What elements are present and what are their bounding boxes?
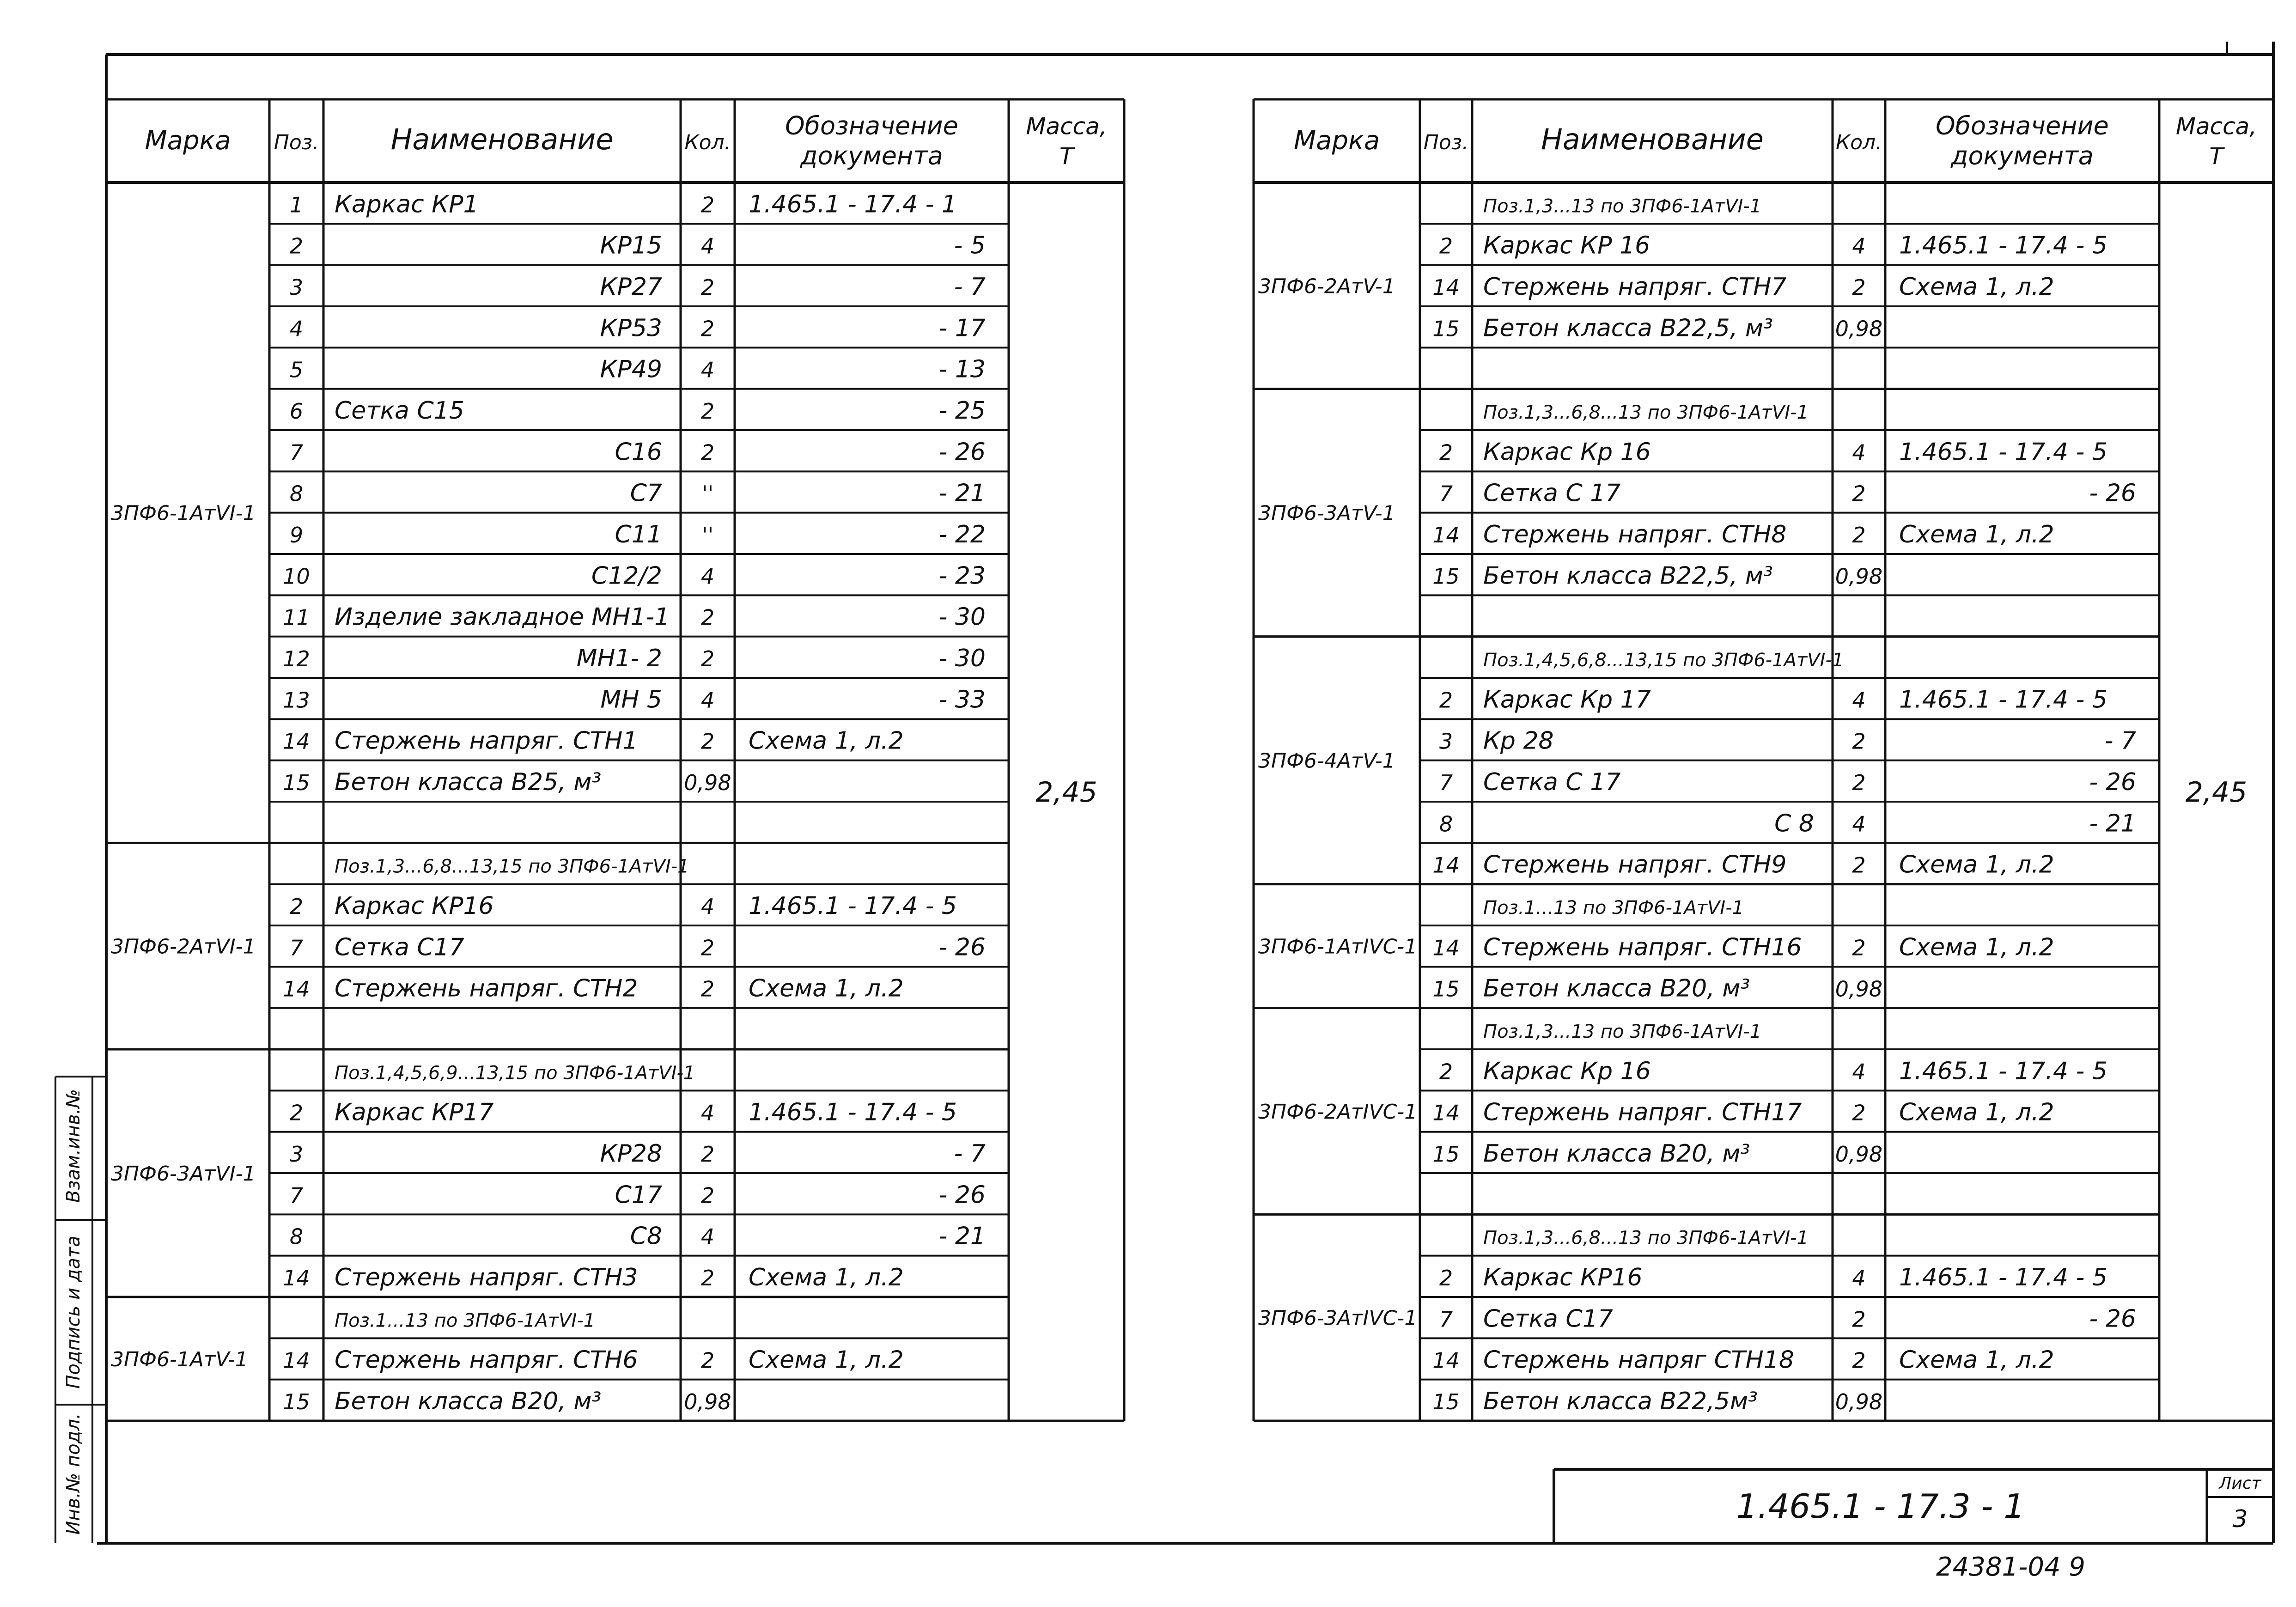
- right-table-head-massa1: Масса,: [2175, 113, 2257, 140]
- left-table-cell-kol: 4: [700, 1100, 715, 1126]
- left-table-cell-kol: 2: [700, 440, 715, 465]
- left-table-cell-oboz: - 13: [938, 355, 986, 383]
- left-table-cell-poz: 7: [289, 440, 304, 465]
- left-table-cell-naim: Стержень напряг. СТН3: [335, 1263, 638, 1291]
- right-table-cell-poz: 15: [1432, 316, 1460, 341]
- right-table-cell-kol: 2: [1852, 1307, 1866, 1332]
- right-table-cell-oboz: Схема 1, л.2: [1899, 1346, 2054, 1374]
- right-table-cell-kol: 4: [1852, 1265, 1866, 1290]
- left-table-cell-oboz: - 22: [938, 520, 986, 548]
- right-table-cell-naim: Каркас Кр 16: [1483, 1057, 1651, 1085]
- right-table-cell-naim: Поз.1,4,5,6,8...13,15 по 3ПФ6-1АтVI-1: [1483, 649, 1844, 671]
- right-table-cell-kol: 2: [1852, 522, 1866, 548]
- left-table-cell-kol: 2: [700, 274, 715, 300]
- left-table-cell-marka: 3ПФ6-3АтVI-1: [111, 1162, 256, 1186]
- right-table-cell-poz: 15: [1432, 1141, 1460, 1167]
- right-table-cell-poz: 2: [1439, 233, 1453, 259]
- right-table-cell-naim: Каркас КР16: [1483, 1263, 1643, 1291]
- right-table-cell-kol: 2: [1852, 729, 1866, 754]
- left-table-cell-oboz: - 26: [938, 1181, 986, 1209]
- left-table-cell-naim: Сетка С15: [335, 396, 464, 425]
- left-table-cell-naim: Сетка С17: [335, 933, 464, 962]
- left-table-cell-naim: С7: [630, 479, 662, 507]
- right-table-cell-naim: Поз.1,3...6,8...13 по 3ПФ6-1АтVI-1: [1483, 1227, 1809, 1249]
- right-table-cell-oboz: - 26: [2089, 1305, 2136, 1333]
- left-table-head-oboz1: Обозначение: [785, 111, 958, 140]
- stamp-sheet-number: 3: [2232, 1505, 2248, 1533]
- right-table-cell-poz: 7: [1439, 770, 1453, 795]
- left-table-cell-poz: 7: [289, 935, 304, 961]
- left-table-cell-naim: Каркас КР17: [335, 1098, 494, 1126]
- right-table-cell-naim: Сетка С 17: [1483, 479, 1621, 507]
- right-table-cell-naim: Бетон класса В22,5, м³: [1483, 562, 1773, 590]
- left-table-cell-naim: С11: [615, 520, 662, 548]
- left-table-cell-oboz: - 17: [938, 314, 986, 342]
- left-table-cell-oboz: Схема 1, л.2: [749, 1263, 904, 1291]
- right-table-cell-naim: Стержень напряг. СТН7: [1483, 273, 1787, 301]
- left-table-cell-kol: 0,98: [684, 770, 731, 795]
- right-table-cell-marka: 3ПФ6-2АтV-1: [1258, 274, 1395, 298]
- right-table-head-naim: Наименование: [1541, 122, 1764, 156]
- right-table-cell-naim: Сетка С17: [1483, 1305, 1613, 1333]
- left-table-cell-poz: 13: [283, 688, 310, 713]
- left-table-cell-oboz: - 7: [954, 1139, 986, 1168]
- left-table-cell-oboz: - 21: [938, 479, 986, 507]
- right-table-cell-oboz: Схема 1, л.2: [1899, 1098, 2054, 1126]
- right-table-cell-poz: 2: [1439, 440, 1453, 465]
- left-table-cell-naim: КР28: [600, 1139, 662, 1168]
- right-table-cell-naim: Бетон класса В20, м³: [1483, 1139, 1750, 1168]
- right-table-cell-oboz: 1.465.1 - 17.4 - 5: [1899, 1057, 2107, 1085]
- stamp-designation: 1.465.1 - 17.3 - 1: [1736, 1487, 2025, 1526]
- right-table-cell-naim: Стержень напряг. СТН16: [1483, 933, 1802, 962]
- left-table-cell-oboz: - 30: [938, 603, 986, 631]
- right-table-cell-kol: 2: [1852, 274, 1866, 300]
- right-table-cell-marka: 3ПФ6-1АтIVС-1: [1258, 935, 1418, 959]
- left-table-cell-oboz: - 23: [938, 562, 986, 590]
- right-table-cell-oboz: - 21: [2089, 810, 2136, 838]
- right-table-cell-naim: Стержень напряг. СТН9: [1483, 851, 1787, 879]
- left-table-cell-kol: 2: [700, 398, 715, 424]
- right-table-cell-kol: 4: [1852, 688, 1866, 713]
- right-table-cell-oboz: 1.465.1 - 17.4 - 5: [1899, 1263, 2107, 1291]
- left-table-cell-naim: С8: [630, 1222, 662, 1250]
- archive-number: 24381-04 9: [1936, 1552, 2086, 1582]
- left-table-cell-naim: Стержень напряг. СТН6: [335, 1346, 638, 1374]
- left-table-cell-poz: 9: [289, 522, 304, 548]
- right-table-cell-naim: Бетон класса В22,5м³: [1483, 1387, 1758, 1415]
- right-table-cell-naim: Поз.1,3...6,8...13 по 3ПФ6-1АтVI-1: [1483, 402, 1809, 423]
- left-table-cell-kol: 2: [700, 1141, 715, 1167]
- left-table-cell-oboz: - 21: [938, 1222, 986, 1250]
- left-table-cell-poz: 4: [289, 316, 304, 341]
- left-table-head-poz: Поз.: [274, 131, 319, 154]
- right-table-cell-kol: 0,98: [1835, 564, 1883, 589]
- left-table-cell-oboz: - 30: [938, 644, 986, 672]
- left-table-cell-poz: 2: [289, 233, 304, 259]
- left-table-cell-poz: 7: [289, 1183, 304, 1208]
- right-table-head-massa2: Т: [2209, 143, 2223, 170]
- right-table-cell-kol: 0,98: [1835, 976, 1883, 1002]
- left-table-cell-kol: 2: [700, 1348, 715, 1373]
- left-table-cell-kol: 2: [700, 646, 715, 671]
- right-table-cell-naim: Стержень напряг. СТН17: [1483, 1098, 1802, 1126]
- right-table-cell-kol: 2: [1852, 1348, 1866, 1373]
- left-table-cell-naim: КР49: [600, 355, 662, 383]
- left-table-cell-kol: 2: [700, 1183, 715, 1208]
- right-table-cell-poz: 2: [1439, 1059, 1453, 1084]
- left-table-cell-kol: 4: [700, 894, 715, 919]
- right-table-cell-naim: Поз.1,3...13 по 3ПФ6-1АтVI-1: [1483, 1021, 1762, 1042]
- right-table-cell-oboz: 1.465.1 - 17.4 - 5: [1899, 686, 2107, 714]
- right-table-cell-naim: Бетон класса В22,5, м³: [1483, 314, 1773, 342]
- left-table-cell-poz: 3: [289, 1141, 304, 1167]
- left-table-cell-poz: 15: [283, 770, 310, 795]
- left-table-cell-poz: 5: [289, 357, 304, 383]
- right-table-cell-poz: 14: [1432, 522, 1460, 548]
- right-table-cell-kol: 0,98: [1835, 1141, 1883, 1167]
- left-table-cell-oboz: - 25: [938, 396, 986, 425]
- right-table-cell-naim: С 8: [1774, 810, 1814, 838]
- right-table-head-oboz1: Обозначение: [1936, 111, 2109, 140]
- left-table-cell-kol: 2: [700, 729, 715, 754]
- right-table-cell-poz: 8: [1439, 811, 1453, 837]
- left-table-cell-poz: 2: [289, 1100, 304, 1126]
- right-table-cell-naim: Кр 28: [1483, 727, 1554, 755]
- left-table-cell-marka: 3ПФ6-2АтVI-1: [111, 935, 256, 959]
- left-table-cell-oboz: Схема 1, л.2: [749, 974, 904, 1003]
- right-table-cell-marka: 3ПФ6-2АтIVС-1: [1258, 1100, 1418, 1124]
- right-table-cell-oboz: 1.465.1 - 17.4 - 5: [1899, 231, 2107, 260]
- left-table-cell-kol: 4: [700, 688, 715, 713]
- left-table-cell-kol: '': [701, 522, 714, 548]
- left-table-cell-naim: КР15: [600, 231, 662, 260]
- left-table-cell-kol: 4: [700, 233, 715, 259]
- right-table-cell-marka: 3ПФ6-3АтV-1: [1258, 501, 1395, 525]
- left-table-cell-marka: 3ПФ6-1АтV-1: [111, 1348, 248, 1371]
- left-table-cell-oboz: 1.465.1 - 17.4 - 1: [749, 190, 957, 219]
- left-table-cell-naim: КР27: [600, 273, 662, 301]
- right-table-cell-naim: Стержень напряг. СТН8: [1483, 520, 1787, 548]
- right-table-cell-poz: 2: [1439, 688, 1453, 713]
- left-table-cell-kol: 0,98: [684, 1389, 731, 1414]
- left-table-cell-oboz: - 33: [938, 686, 986, 714]
- left-table-cell-naim: С12/2: [591, 562, 662, 590]
- left-table-cell-poz: 14: [283, 1348, 310, 1373]
- right-table-cell-naim: Поз.1...13 по 3ПФ6-1АтVI-1: [1483, 897, 1744, 919]
- left-table-cell-poz: 6: [289, 398, 304, 424]
- side-label-vzam: Взам.инв.№: [63, 1089, 84, 1203]
- left-table-head-marka: Марка: [145, 126, 231, 156]
- left-table-cell-kol: 2: [700, 935, 715, 961]
- side-label-inv: Инв.№ подл.: [63, 1413, 84, 1535]
- stamp-sheet-label: Лист: [2219, 1474, 2261, 1493]
- left-table-cell-poz: 14: [283, 1265, 310, 1290]
- right-table-cell-marka: 3ПФ6-3АтIVС-1: [1258, 1306, 1418, 1330]
- right-table-cell-poz: 14: [1432, 1100, 1460, 1126]
- right-table-cell-naim: Стержень напряг СТН18: [1483, 1346, 1794, 1374]
- right-table-cell-kol: 0,98: [1835, 1389, 1883, 1414]
- left-table-head-kol: Кол.: [684, 131, 731, 154]
- right-table-cell-poz: 15: [1432, 1389, 1460, 1414]
- right-table-cell-naim: Каркас Кр 17: [1483, 686, 1651, 714]
- right-table-cell-poz: 14: [1432, 852, 1460, 878]
- left-table-cell-poz: 11: [283, 605, 310, 630]
- right-table-cell-oboz: Схема 1, л.2: [1899, 933, 2054, 962]
- left-table-cell-kol: 2: [700, 976, 715, 1002]
- left-table-cell-kol: 2: [700, 316, 715, 341]
- left-table-cell-naim: Каркас КР1: [335, 190, 479, 219]
- left-table-cell-kol: 4: [700, 357, 715, 383]
- left-table-cell-oboz: - 26: [938, 933, 986, 962]
- left-table-cell-marka: 3ПФ6-1АтVI-1: [111, 501, 256, 525]
- left-table-cell-naim: Изделие закладное МН1-1: [335, 603, 670, 631]
- left-table-cell-naim: Бетон класса В25, м³: [335, 768, 602, 796]
- right-table-cell-oboz: - 7: [2104, 727, 2136, 755]
- left-table-cell-oboz: - 7: [954, 273, 986, 301]
- left-table-cell-poz: 15: [283, 1389, 310, 1414]
- right-table-cell-marka: 3ПФ6-4АтV-1: [1258, 749, 1395, 773]
- right-table-cell-kol: 4: [1852, 811, 1866, 837]
- left-table-cell-naim: Бетон класса В20, м³: [335, 1387, 602, 1415]
- left-table-cell-kol: 4: [700, 564, 715, 589]
- right-table-head-kol: Кол.: [1835, 131, 1882, 154]
- right-table-cell-kol: 2: [1852, 481, 1866, 506]
- left-table-cell-kol: 2: [700, 192, 715, 218]
- left-table-cell-naim: Каркас КР16: [335, 892, 494, 920]
- right-table-cell-poz: 14: [1432, 1348, 1460, 1373]
- right-table-cell-poz: 14: [1432, 274, 1460, 300]
- right-table-cell-naim: Каркас КР 16: [1483, 231, 1650, 260]
- left-table-cell-naim: МН 5: [600, 686, 662, 714]
- right-table-cell-naim: Сетка С 17: [1483, 768, 1621, 796]
- right-table-cell-oboz: - 26: [2089, 768, 2136, 796]
- right-table-cell-kol: 2: [1852, 935, 1866, 961]
- right-table-massa: 2,45: [2185, 776, 2247, 809]
- left-table-massa: 2,45: [1035, 776, 1097, 809]
- left-table-head-naim: Наименование: [390, 122, 614, 156]
- right-table-cell-oboz: Схема 1, л.2: [1899, 851, 2054, 879]
- left-table-cell-oboz: 1.465.1 - 17.4 - 5: [749, 892, 957, 920]
- left-table-cell-naim: С16: [615, 438, 662, 466]
- right-table-cell-oboz: Схема 1, л.2: [1899, 520, 2054, 548]
- left-table-cell-kol: 2: [700, 1265, 715, 1290]
- right-table-cell-poz: 14: [1432, 935, 1460, 961]
- right-table-cell-kol: 2: [1852, 1100, 1866, 1126]
- right-table-cell-poz: 2: [1439, 1265, 1453, 1290]
- right-table-cell-kol: 0,98: [1835, 316, 1883, 341]
- left-table-cell-oboz: 1.465.1 - 17.4 - 5: [749, 1098, 957, 1126]
- left-table-cell-kol: 2: [700, 605, 715, 630]
- right-table-cell-poz: 15: [1432, 564, 1460, 589]
- left-table-cell-oboz: Схема 1, л.2: [749, 1346, 904, 1374]
- right-table-cell-poz: 7: [1439, 481, 1453, 506]
- right-table-head-oboz2: документа: [1951, 141, 2094, 170]
- right-table-cell-kol: 2: [1852, 770, 1866, 795]
- right-table-cell-poz: 15: [1432, 976, 1460, 1002]
- right-table-cell-kol: 4: [1852, 1059, 1866, 1084]
- left-table-cell-kol: '': [701, 481, 714, 506]
- right-table-cell-poz: 3: [1439, 729, 1453, 754]
- side-label-sign: Подпись и дата: [63, 1236, 84, 1389]
- right-table-cell-oboz: - 26: [2089, 479, 2136, 507]
- right-table-cell-oboz: 1.465.1 - 17.4 - 5: [1899, 438, 2107, 466]
- left-table-cell-poz: 3: [289, 274, 304, 300]
- left-table-cell-poz: 10: [283, 564, 310, 589]
- left-table-cell-poz: 12: [283, 646, 310, 671]
- right-table-head-poz: Поз.: [1423, 131, 1469, 154]
- right-table-cell-naim: Бетон класса В20, м³: [1483, 974, 1750, 1003]
- left-table-cell-poz: 8: [289, 1224, 304, 1249]
- left-table-head-massa1: Масса,: [1026, 113, 1107, 140]
- right-table-cell-poz: 7: [1439, 1307, 1453, 1332]
- left-table-cell-poz: 14: [283, 976, 310, 1002]
- left-table-head-oboz2: документа: [800, 141, 943, 170]
- left-table-cell-naim: Поз.1...13 по 3ПФ6-1АтVI-1: [335, 1310, 596, 1332]
- right-table-head-marka: Марка: [1293, 126, 1380, 156]
- left-table-cell-poz: 14: [283, 729, 310, 754]
- left-table-cell-kol: 4: [700, 1224, 715, 1249]
- left-table-cell-naim: МН1- 2: [576, 644, 662, 672]
- left-table-cell-naim: Стержень напряг. СТН1: [335, 727, 638, 755]
- left-table-cell-oboz: Схема 1, л.2: [749, 727, 904, 755]
- left-table-cell-poz: 2: [289, 894, 304, 919]
- left-table-cell-poz: 8: [289, 481, 304, 506]
- left-table-cell-oboz: - 5: [954, 231, 986, 260]
- right-table-cell-kol: 4: [1852, 440, 1866, 465]
- left-table-cell-naim: КР53: [600, 314, 662, 342]
- left-table-cell-naim: Поз.1,4,5,6,9...13,15 по 3ПФ6-1АтVI-1: [335, 1062, 695, 1084]
- left-table-cell-naim: С17: [615, 1181, 662, 1209]
- left-table-cell-naim: Поз.1,3...6,8...13,15 по 3ПФ6-1АтVI-1: [335, 856, 689, 877]
- left-table-cell-naim: Стержень напряг. СТН2: [335, 974, 638, 1003]
- left-table-head-massa2: Т: [1059, 143, 1074, 170]
- right-table-cell-naim: Поз.1,3...13 по 3ПФ6-1АтVI-1: [1483, 195, 1762, 217]
- left-table-cell-oboz: - 26: [938, 438, 986, 466]
- right-table-cell-oboz: Схема 1, л.2: [1899, 273, 2054, 301]
- right-table-cell-kol: 2: [1852, 852, 1866, 878]
- left-table-cell-poz: 1: [289, 192, 304, 218]
- right-table-cell-naim: Каркас Кр 16: [1483, 438, 1651, 466]
- right-table-cell-kol: 4: [1852, 233, 1866, 259]
